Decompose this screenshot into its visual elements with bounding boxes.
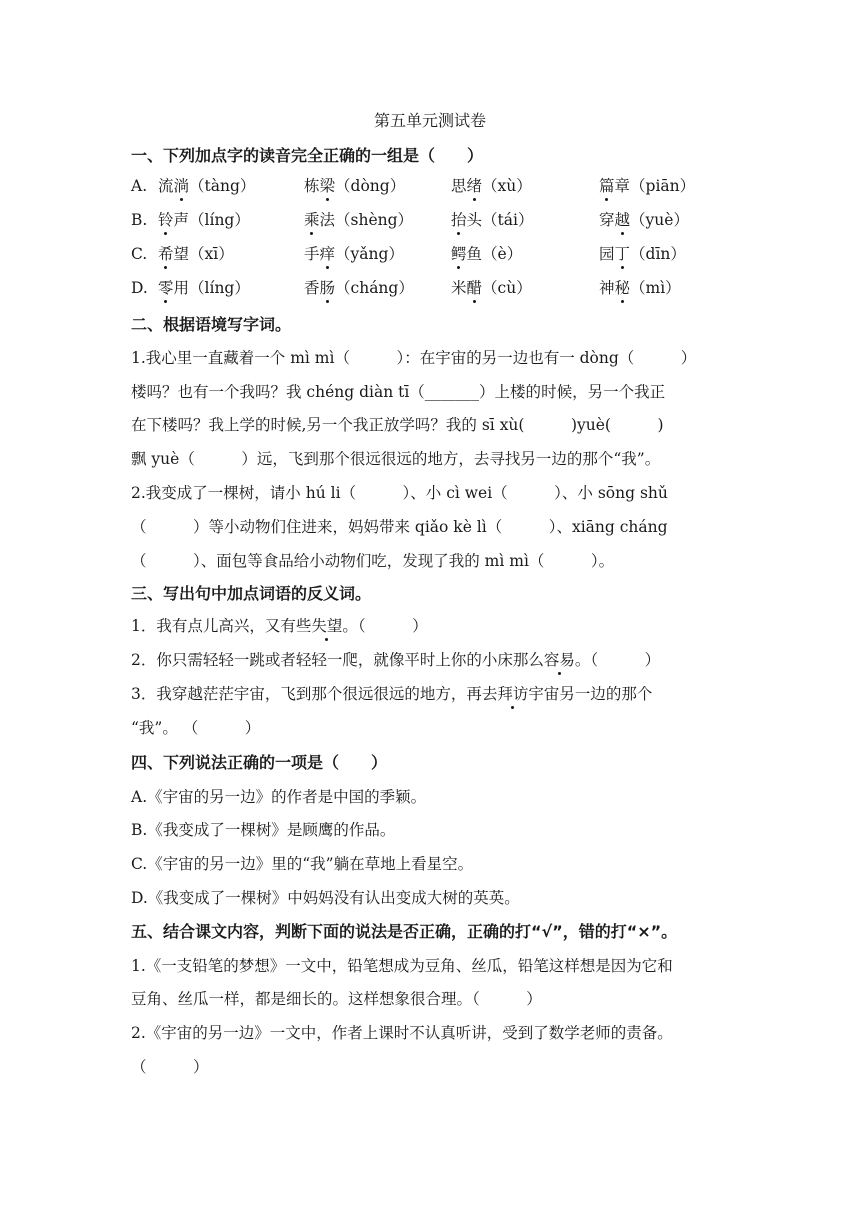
question-line: “我”。 （ ）: [131, 719, 261, 737]
question-line: 2.我变成了一棵树，请小 hú li（ ）、小 cì wei（ ）、小 sōng shǔ: [131, 484, 668, 502]
option-item: 零用（líng）: [158, 276, 250, 300]
question-line: 2.《宇宙的另一边》一文中，作者上课时不认真听讲，受到了数学老师的责备。: [131, 1024, 673, 1042]
option-label: B.: [131, 211, 148, 229]
option-item: 铃声（líng）: [158, 208, 250, 232]
option-item: 思绪（xù）: [451, 174, 532, 198]
section-1-heading: 一、下列加点字的读音完全正确的一组是（ ）: [131, 146, 484, 165]
option-item: 香肠（cháng）: [304, 276, 414, 300]
question-line: 1．我有点儿高兴，又有些失望。（ ）: [131, 614, 428, 638]
option-label: C.: [131, 245, 148, 263]
question-line: 1.我心里一直藏着一个 mì mì（ ）：在宇宙的另一边也有一 dòng（ ）: [131, 349, 697, 367]
question-line: 楼吗？也有一个我吗？我 chéng diàn tī（_______）上楼的时候，另一个我正: [131, 383, 666, 401]
choice-line: B.《我变成了一棵树》是顾鹰的作品。: [131, 821, 396, 839]
option-item: 鳄鱼（è）: [451, 242, 522, 266]
question-line: 3．我穿越茫茫宇宙，飞到那个很远很远的地方，再去拜访宇宙另一边的那个: [131, 682, 652, 706]
section-3-heading: 三、写出句中加点词语的反义词。: [131, 584, 372, 603]
option-label: A.: [131, 177, 148, 195]
choice-line: D.《我变成了一棵树》中妈妈没有认出变成大树的英英。: [131, 889, 520, 907]
option-item: 米醋（cù）: [451, 276, 532, 300]
option-item: 穿越（yuè）: [599, 208, 689, 232]
section-4-heading: 四、下列说法正确的一项是（ ）: [131, 753, 388, 772]
question-line: （ ）、面包等食品给小动物们吃，发现了我的 mì mì（ ）。: [131, 552, 615, 570]
option-item: 希望（xī）: [158, 242, 234, 266]
section-5-heading: 五、结合课文内容，判断下面的说法是否正确，正确的打“√”，错的打“×”。: [131, 922, 678, 941]
option-item: 乘法（shèng）: [304, 208, 413, 232]
option-label: D.: [131, 279, 148, 297]
choice-line: C.《宇宙的另一边》里的“我”躺在草地上看星空。: [131, 855, 474, 873]
question-line: 2．你只需轻轻一跳或者轻轻一爬，就像平时上你的小床那么容易。（ ）: [131, 648, 660, 672]
question-line: （ ）: [131, 1058, 209, 1076]
question-line: 1.《一支铅笔的梦想》一文中，铅笔想成为豆角、丝瓜，铅笔这样想是因为它和: [131, 957, 673, 975]
page-title: 第五单元测试卷: [373, 111, 486, 130]
option-item: 神秘（mì）: [599, 276, 681, 300]
question-line: 豆角、丝瓜一样，都是细长的。这样想象很合理。（ ）: [131, 990, 542, 1008]
option-item: 园丁（dīn）: [599, 242, 686, 266]
option-item: 抬头（tái）: [451, 208, 533, 232]
option-item: 栋梁（dòng）: [304, 174, 405, 198]
question-line: 在下楼吗？我上学的时候,另一个我正放学吗？我的 sī xù( )yuè( ): [131, 416, 664, 434]
section-2-heading: 二、根据语境写字词。: [131, 315, 292, 334]
question-line: 飘 yuè（ ）远，飞到那个很远很远的地方，去寻找另一边的那个“我”。: [131, 450, 661, 468]
option-item: 篇章（piān）: [599, 174, 695, 198]
option-item: 流淌（tàng）: [158, 174, 255, 198]
option-item: 手痒（yǎng）: [304, 242, 404, 266]
question-line: （ ）等小动物们住进来，妈妈带来 qiǎo kè lì（ ）、xiāng cháng: [131, 518, 668, 536]
choice-line: A.《宇宙的另一边》的作者是中国的季颖。: [131, 788, 427, 806]
